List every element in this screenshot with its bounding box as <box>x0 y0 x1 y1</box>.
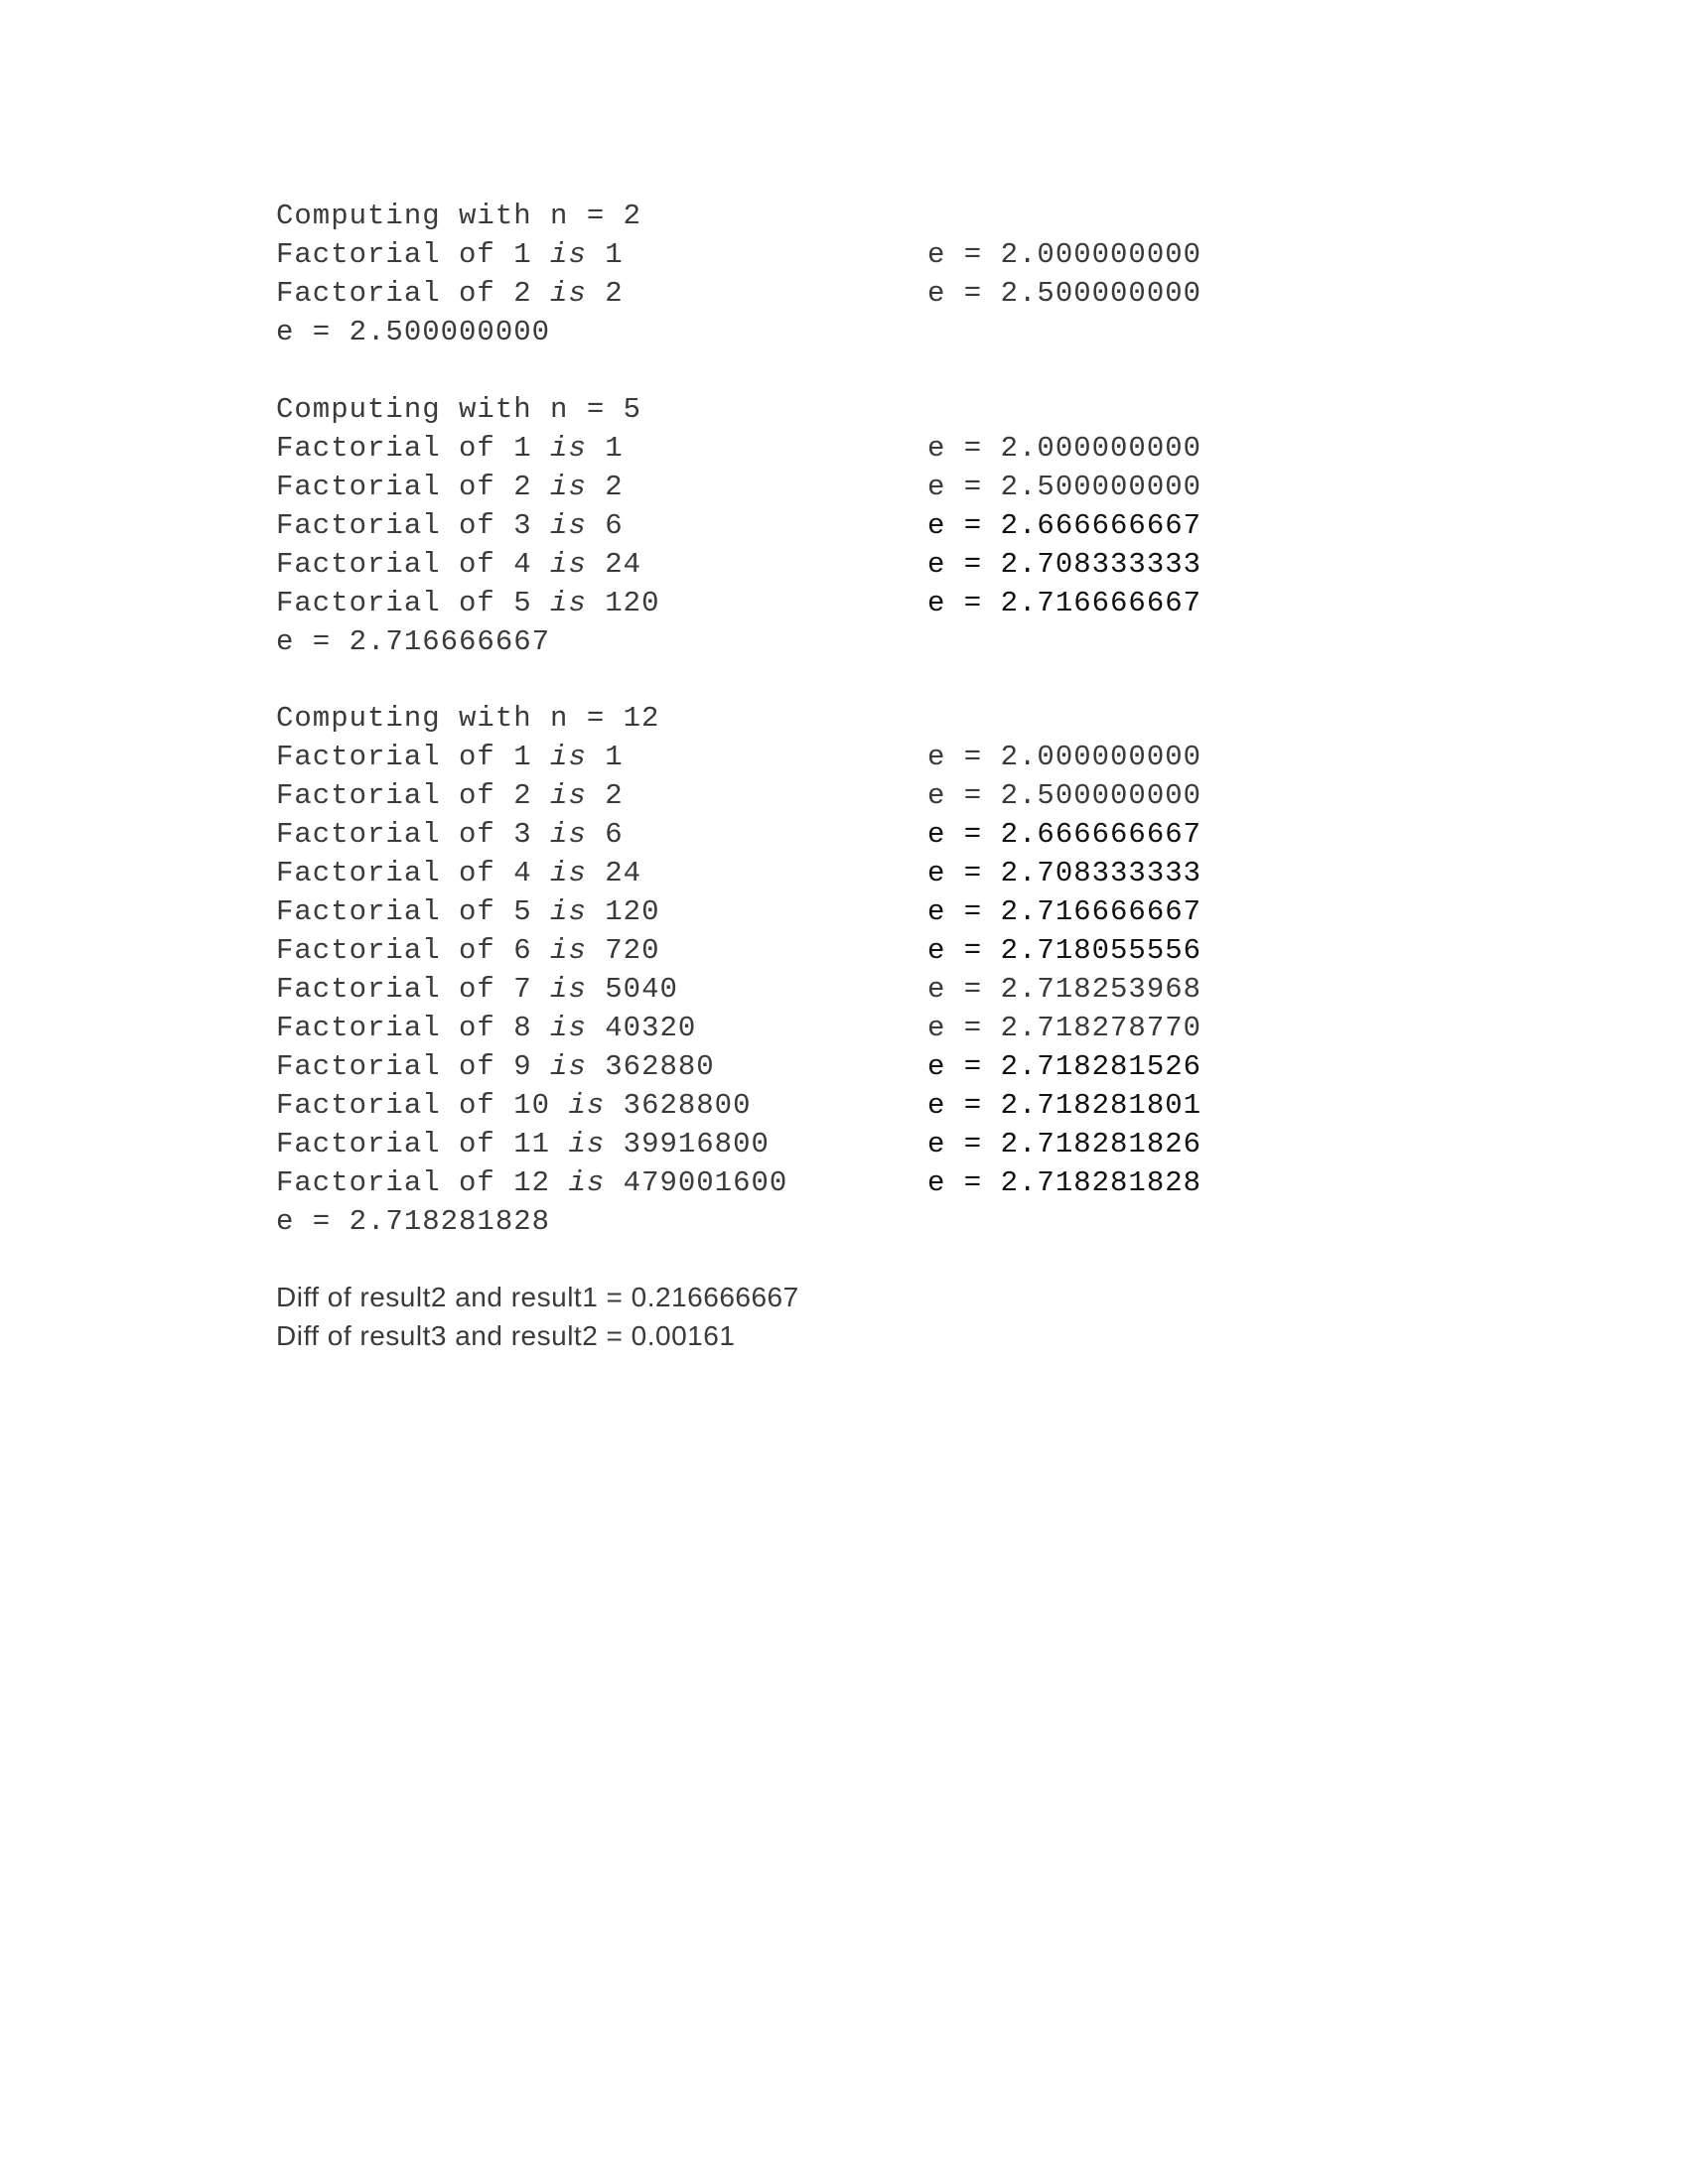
factorial-value: 2 <box>605 779 624 812</box>
e-value: e = 2.000000000 <box>927 741 1202 773</box>
is-word: is <box>550 509 587 542</box>
factorial-row <box>276 545 1269 584</box>
factorial-value: 6 <box>605 818 624 851</box>
e-value: e = 2.000000000 <box>927 238 1202 271</box>
is-word: is <box>550 548 587 581</box>
factorial-row <box>276 429 1269 468</box>
factorial-label: Factorial of 3 <box>276 509 532 542</box>
is-word: is <box>550 741 587 773</box>
factorial-row <box>276 468 1269 506</box>
section-heading: Computing with n = 5 <box>276 393 642 426</box>
is-word: is <box>550 857 587 889</box>
section-heading: Computing with n = 12 <box>276 702 660 735</box>
section-n12 <box>276 699 1269 1241</box>
section-result: e = 2.716666667 <box>276 625 551 658</box>
factorial-row <box>276 738 1269 776</box>
e-value: e = 2.718281801 <box>927 1089 1202 1122</box>
factorial-label: Factorial of 5 <box>276 587 532 619</box>
is-word: is <box>550 1012 587 1044</box>
factorial-row <box>276 1163 1269 1202</box>
e-value: e = 2.716666667 <box>927 895 1202 928</box>
is-word: is <box>568 1166 606 1199</box>
factorial-value: 24 <box>605 548 642 581</box>
factorial-label: Factorial of 11 <box>276 1128 551 1160</box>
e-value: e = 2.708333333 <box>927 548 1202 581</box>
factorial-row <box>276 931 1269 970</box>
e-value: e = 2.666666667 <box>927 818 1202 851</box>
factorial-label: Factorial of 4 <box>276 857 532 889</box>
factorial-value: 362880 <box>605 1050 715 1083</box>
is-word: is <box>568 1089 606 1122</box>
e-value: e = 2.718253968 <box>927 973 1202 1006</box>
factorial-value: 479001600 <box>623 1166 788 1199</box>
factorial-label: Factorial of 2 <box>276 277 532 310</box>
e-value: e = 2.500000000 <box>927 779 1202 812</box>
e-value: e = 2.716666667 <box>927 587 1202 619</box>
factorial-row <box>276 1086 1269 1125</box>
factorial-value: 6 <box>605 509 624 542</box>
factorial-label: Factorial of 2 <box>276 779 532 812</box>
factorial-row <box>276 1009 1269 1047</box>
is-word: is <box>550 934 587 967</box>
is-word: is <box>550 471 587 503</box>
factorial-label: Factorial of 7 <box>276 973 532 1006</box>
is-word: is <box>550 895 587 928</box>
e-value: e = 2.708333333 <box>927 857 1202 889</box>
section-result: e = 2.718281828 <box>276 1205 551 1238</box>
is-word: is <box>550 779 587 812</box>
e-value: e = 2.718281526 <box>927 1050 1202 1083</box>
section-n5 <box>276 390 1269 661</box>
is-word: is <box>550 587 587 619</box>
factorial-value: 2 <box>605 277 624 310</box>
factorial-label: Factorial of 4 <box>276 548 532 581</box>
e-value: e = 2.500000000 <box>927 277 1202 310</box>
e-value: e = 2.500000000 <box>927 471 1202 503</box>
factorial-value: 1 <box>605 238 624 271</box>
factorial-label: Factorial of 2 <box>276 471 532 503</box>
is-word: is <box>550 238 587 271</box>
is-word: is <box>550 1050 587 1083</box>
is-word: is <box>550 432 587 465</box>
e-value: e = 2.718055556 <box>927 934 1202 967</box>
factorial-value: 2 <box>605 471 624 503</box>
is-word: is <box>568 1128 606 1160</box>
section-n2 <box>276 197 1269 351</box>
factorial-row <box>276 274 1269 313</box>
factorial-value: 1 <box>605 741 624 773</box>
factorial-label: Factorial of 12 <box>276 1166 551 1199</box>
factorial-row <box>276 1125 1269 1163</box>
factorial-value: 720 <box>605 934 660 967</box>
factorial-row <box>276 1047 1269 1086</box>
factorial-row <box>276 892 1269 931</box>
section-heading: Computing with n = 2 <box>276 200 642 232</box>
factorial-value: 1 <box>605 432 624 465</box>
factorial-value: 5040 <box>605 973 678 1006</box>
factorial-label: Factorial of 1 <box>276 238 532 271</box>
is-word: is <box>550 277 587 310</box>
section-result: e = 2.500000000 <box>276 316 551 348</box>
factorial-value: 3628800 <box>623 1089 752 1122</box>
e-value: e = 2.666666667 <box>927 509 1202 542</box>
factorial-label: Factorial of 10 <box>276 1089 551 1122</box>
factorial-row <box>276 584 1269 622</box>
factorial-row <box>276 235 1269 274</box>
factorial-label: Factorial of 3 <box>276 818 532 851</box>
e-value: e = 2.718281826 <box>927 1128 1202 1160</box>
factorial-label: Factorial of 1 <box>276 432 532 465</box>
diff-section <box>276 1278 1269 1355</box>
factorial-label: Factorial of 6 <box>276 934 532 967</box>
diff-line: Diff of result2 and result1 = 0.216666667 <box>276 1282 799 1312</box>
factorial-row <box>276 854 1269 892</box>
e-value: e = 2.718278770 <box>927 1012 1202 1044</box>
factorial-label: Factorial of 8 <box>276 1012 532 1044</box>
factorial-row <box>276 970 1269 1009</box>
is-word: is <box>550 818 587 851</box>
factorial-value: 120 <box>605 895 660 928</box>
e-value: e = 2.000000000 <box>927 432 1202 465</box>
factorial-value: 40320 <box>605 1012 697 1044</box>
factorial-value: 120 <box>605 587 660 619</box>
diff-line: Diff of result3 and result2 = 0.00161 <box>276 1320 736 1351</box>
factorial-label: Factorial of 9 <box>276 1050 532 1083</box>
factorial-value: 24 <box>605 857 642 889</box>
factorial-row <box>276 815 1269 854</box>
factorial-row <box>276 776 1269 815</box>
factorial-label: Factorial of 1 <box>276 741 532 773</box>
factorial-value: 39916800 <box>623 1128 770 1160</box>
is-word: is <box>550 973 587 1006</box>
e-value: e = 2.718281828 <box>927 1166 1202 1199</box>
factorial-row <box>276 506 1269 545</box>
factorial-label: Factorial of 5 <box>276 895 532 928</box>
